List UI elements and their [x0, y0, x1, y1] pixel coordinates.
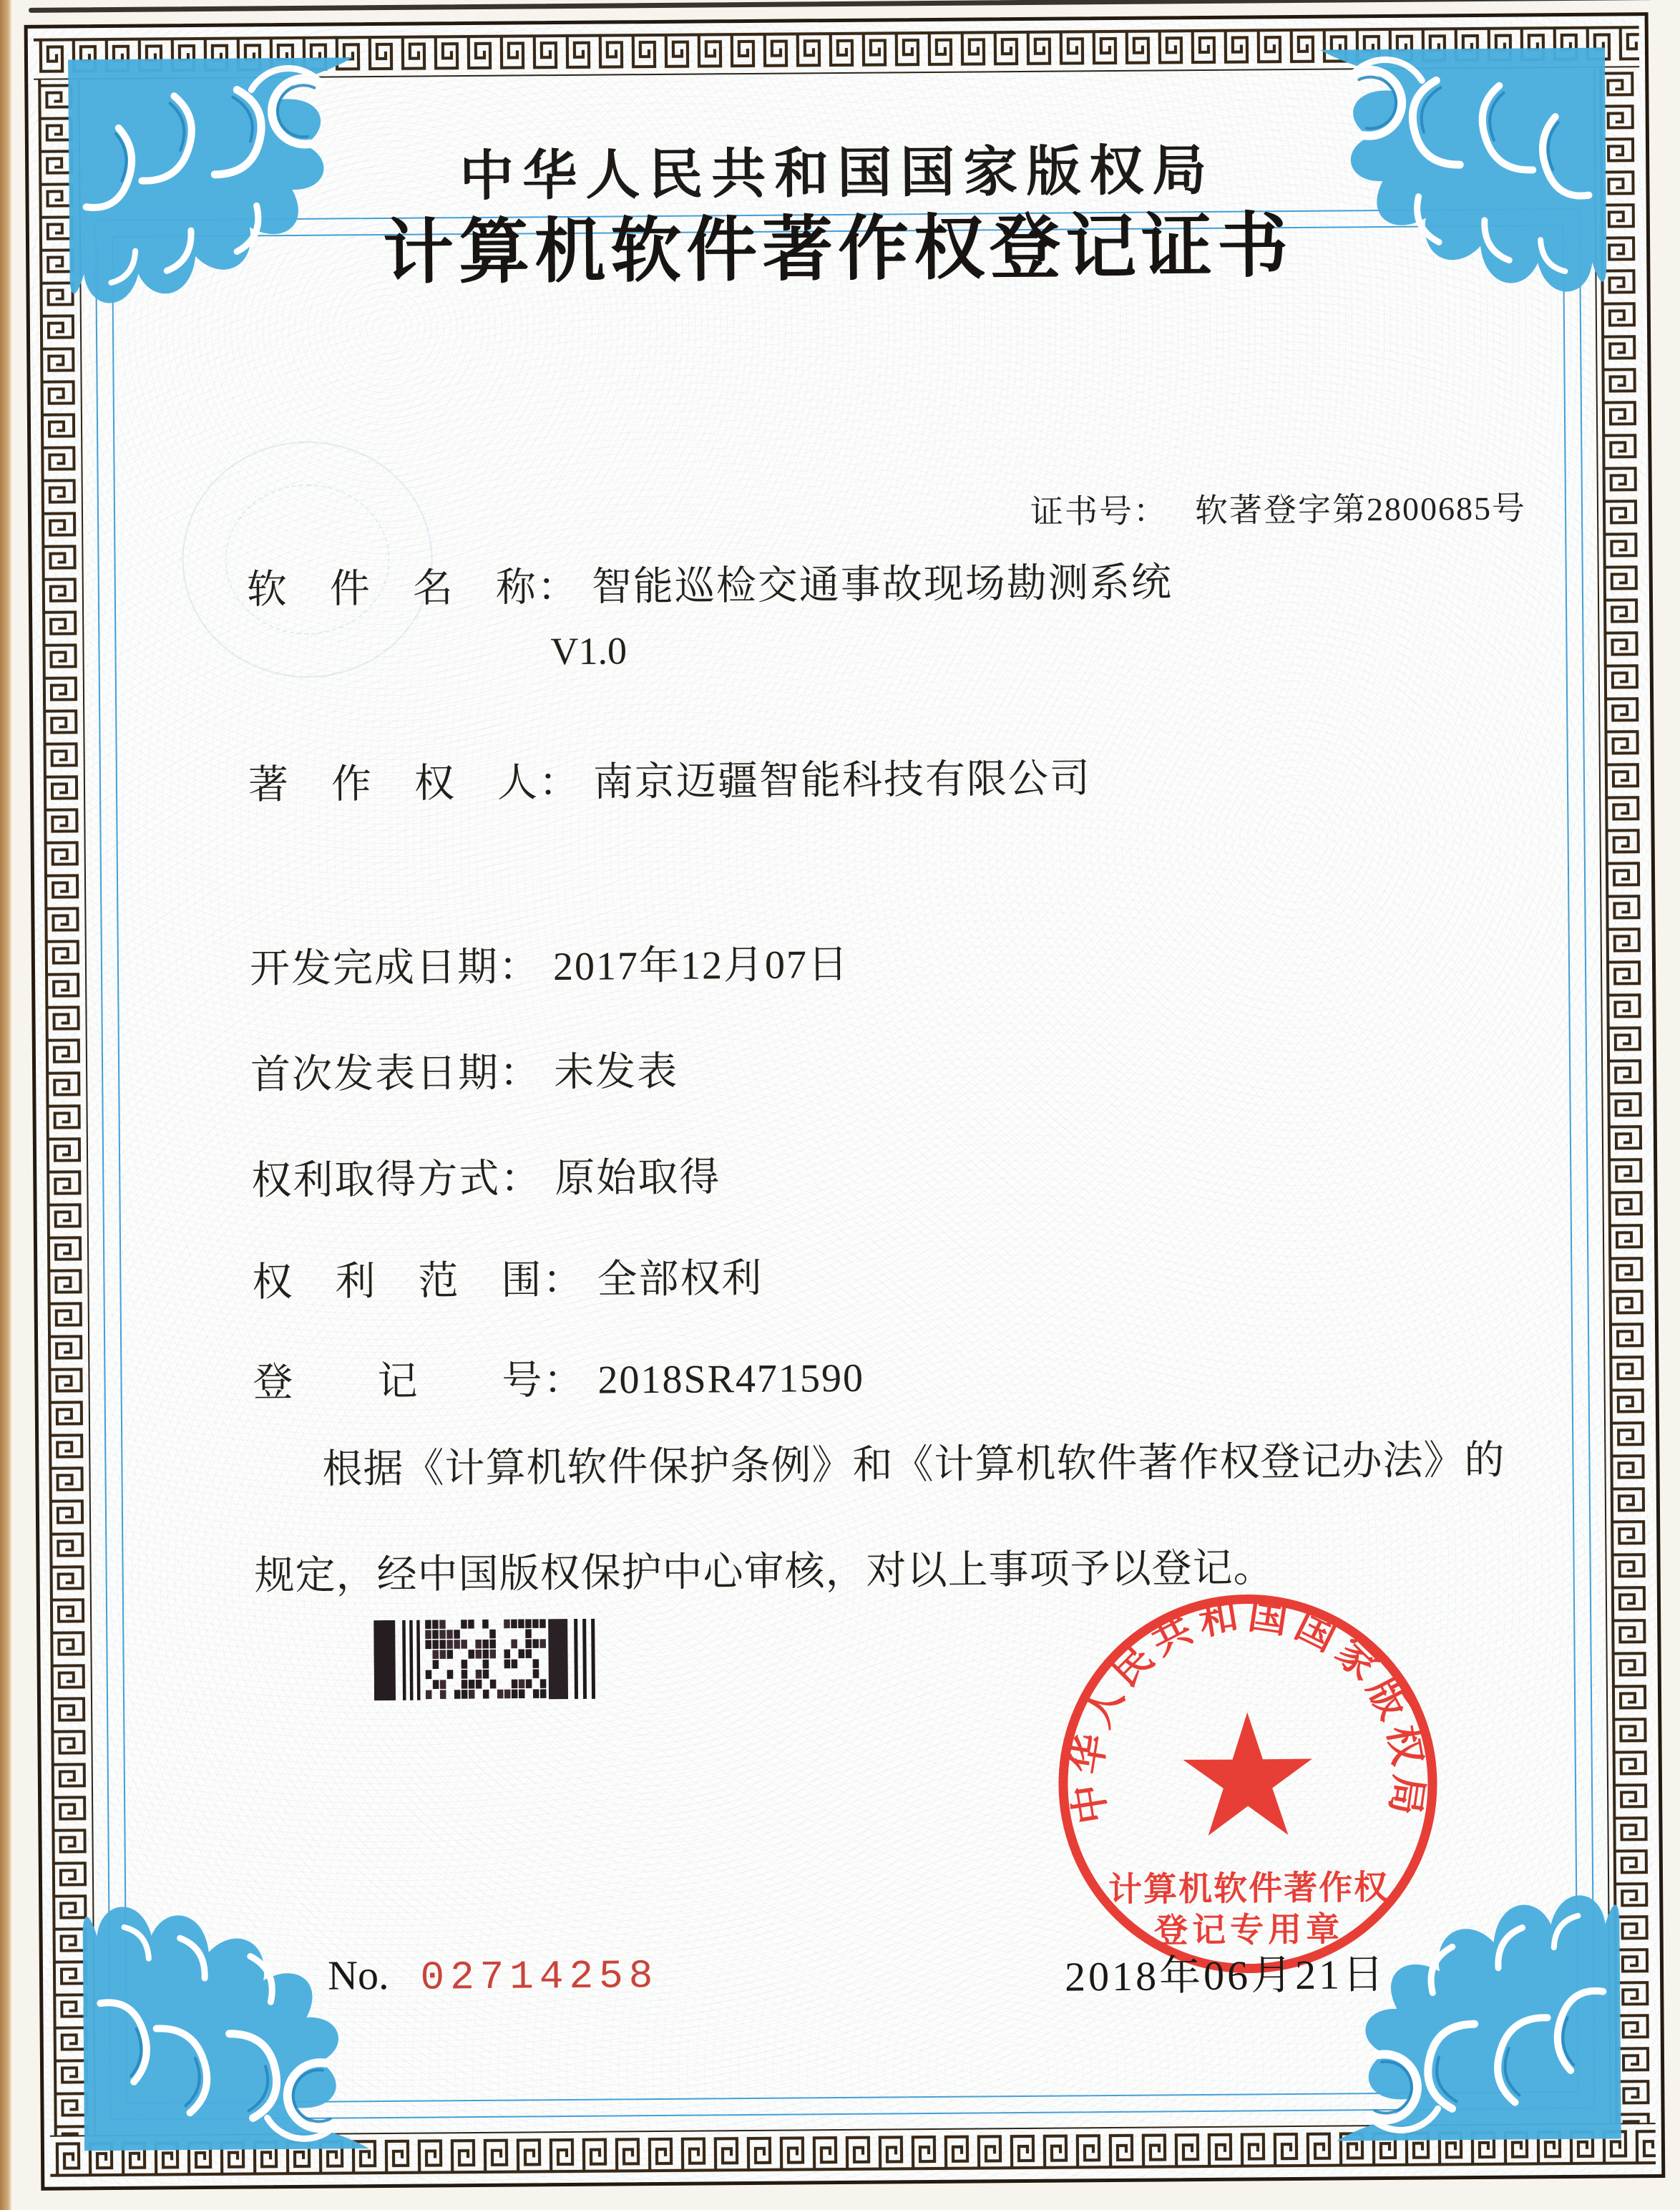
seal-star	[1183, 1712, 1313, 1836]
certificate-number-value: 软著登字第2800685号	[1194, 490, 1527, 530]
field-value: 未发表	[553, 1049, 679, 1096]
statement-line-2: 规定，经中国版权保护中心审核，对以上事项予以登记。	[254, 1546, 1274, 1599]
issuing-authority-title: 中华人民共和国国家版权局	[459, 140, 1216, 208]
seal-line-2: 登记专用章	[1153, 1911, 1344, 1950]
field-copyright-owner	[248, 746, 1092, 810]
field-label: 登 记 号：	[253, 1358, 585, 1406]
field-value: 2018SR471590	[597, 1355, 865, 1403]
greek-key-border-left	[34, 78, 96, 2136]
field-value: 智能巡检交通事故现场勘测系统	[591, 560, 1173, 610]
field-software-name	[246, 550, 1173, 615]
certificate-title: 计算机软件著作权登记证书	[382, 207, 1294, 293]
certificate-number-line	[1030, 482, 1526, 532]
field-software-version: V1.0	[550, 629, 627, 673]
greek-key-border-right	[1593, 66, 1656, 2124]
field-value: 全部权利	[597, 1256, 763, 1303]
seal-line-1: 计算机软件著作权	[1108, 1869, 1390, 1909]
field-label: 首次发表日期：	[250, 1051, 542, 1098]
field-registration-number	[253, 1346, 864, 1408]
certificate-frame	[24, 12, 1666, 2191]
field-value: 2017年12月07日	[552, 942, 850, 990]
serial-number-label: No.	[327, 1951, 389, 1999]
field-value: 南京迈疆智能科技有限公司	[592, 756, 1092, 805]
field-label: 权利取得方式：	[251, 1157, 542, 1204]
field-dev-complete-date	[250, 933, 850, 995]
certificate-number-label: 证书号：	[1030, 492, 1168, 530]
field-label: 权 利 范 围：	[252, 1257, 585, 1305]
field-value: 原始取得	[555, 1155, 721, 1202]
field-rights-scope	[252, 1247, 763, 1308]
official-seal	[1039, 1574, 1457, 1993]
field-first-publish-date	[250, 1040, 679, 1101]
field-label: 软 件 名 称：	[246, 565, 580, 613]
field-rights-acquisition	[251, 1145, 721, 1206]
field-label: 著 作 权 人：	[248, 760, 581, 808]
barcode	[373, 1618, 617, 1703]
field-label: 开发完成日期：	[249, 945, 541, 992]
serial-number-value: 02714258	[420, 1953, 659, 2001]
statement-line-1: 根据《计算机软件保护条例》和《计算机软件著作权登记办法》的	[322, 1438, 1505, 1492]
issue-date: 2018年06月21日	[1064, 1951, 1387, 2000]
seal-ring-text: 中华人民共和国国家版权局	[1065, 1592, 1431, 1827]
serial-number-line	[328, 1949, 659, 2002]
